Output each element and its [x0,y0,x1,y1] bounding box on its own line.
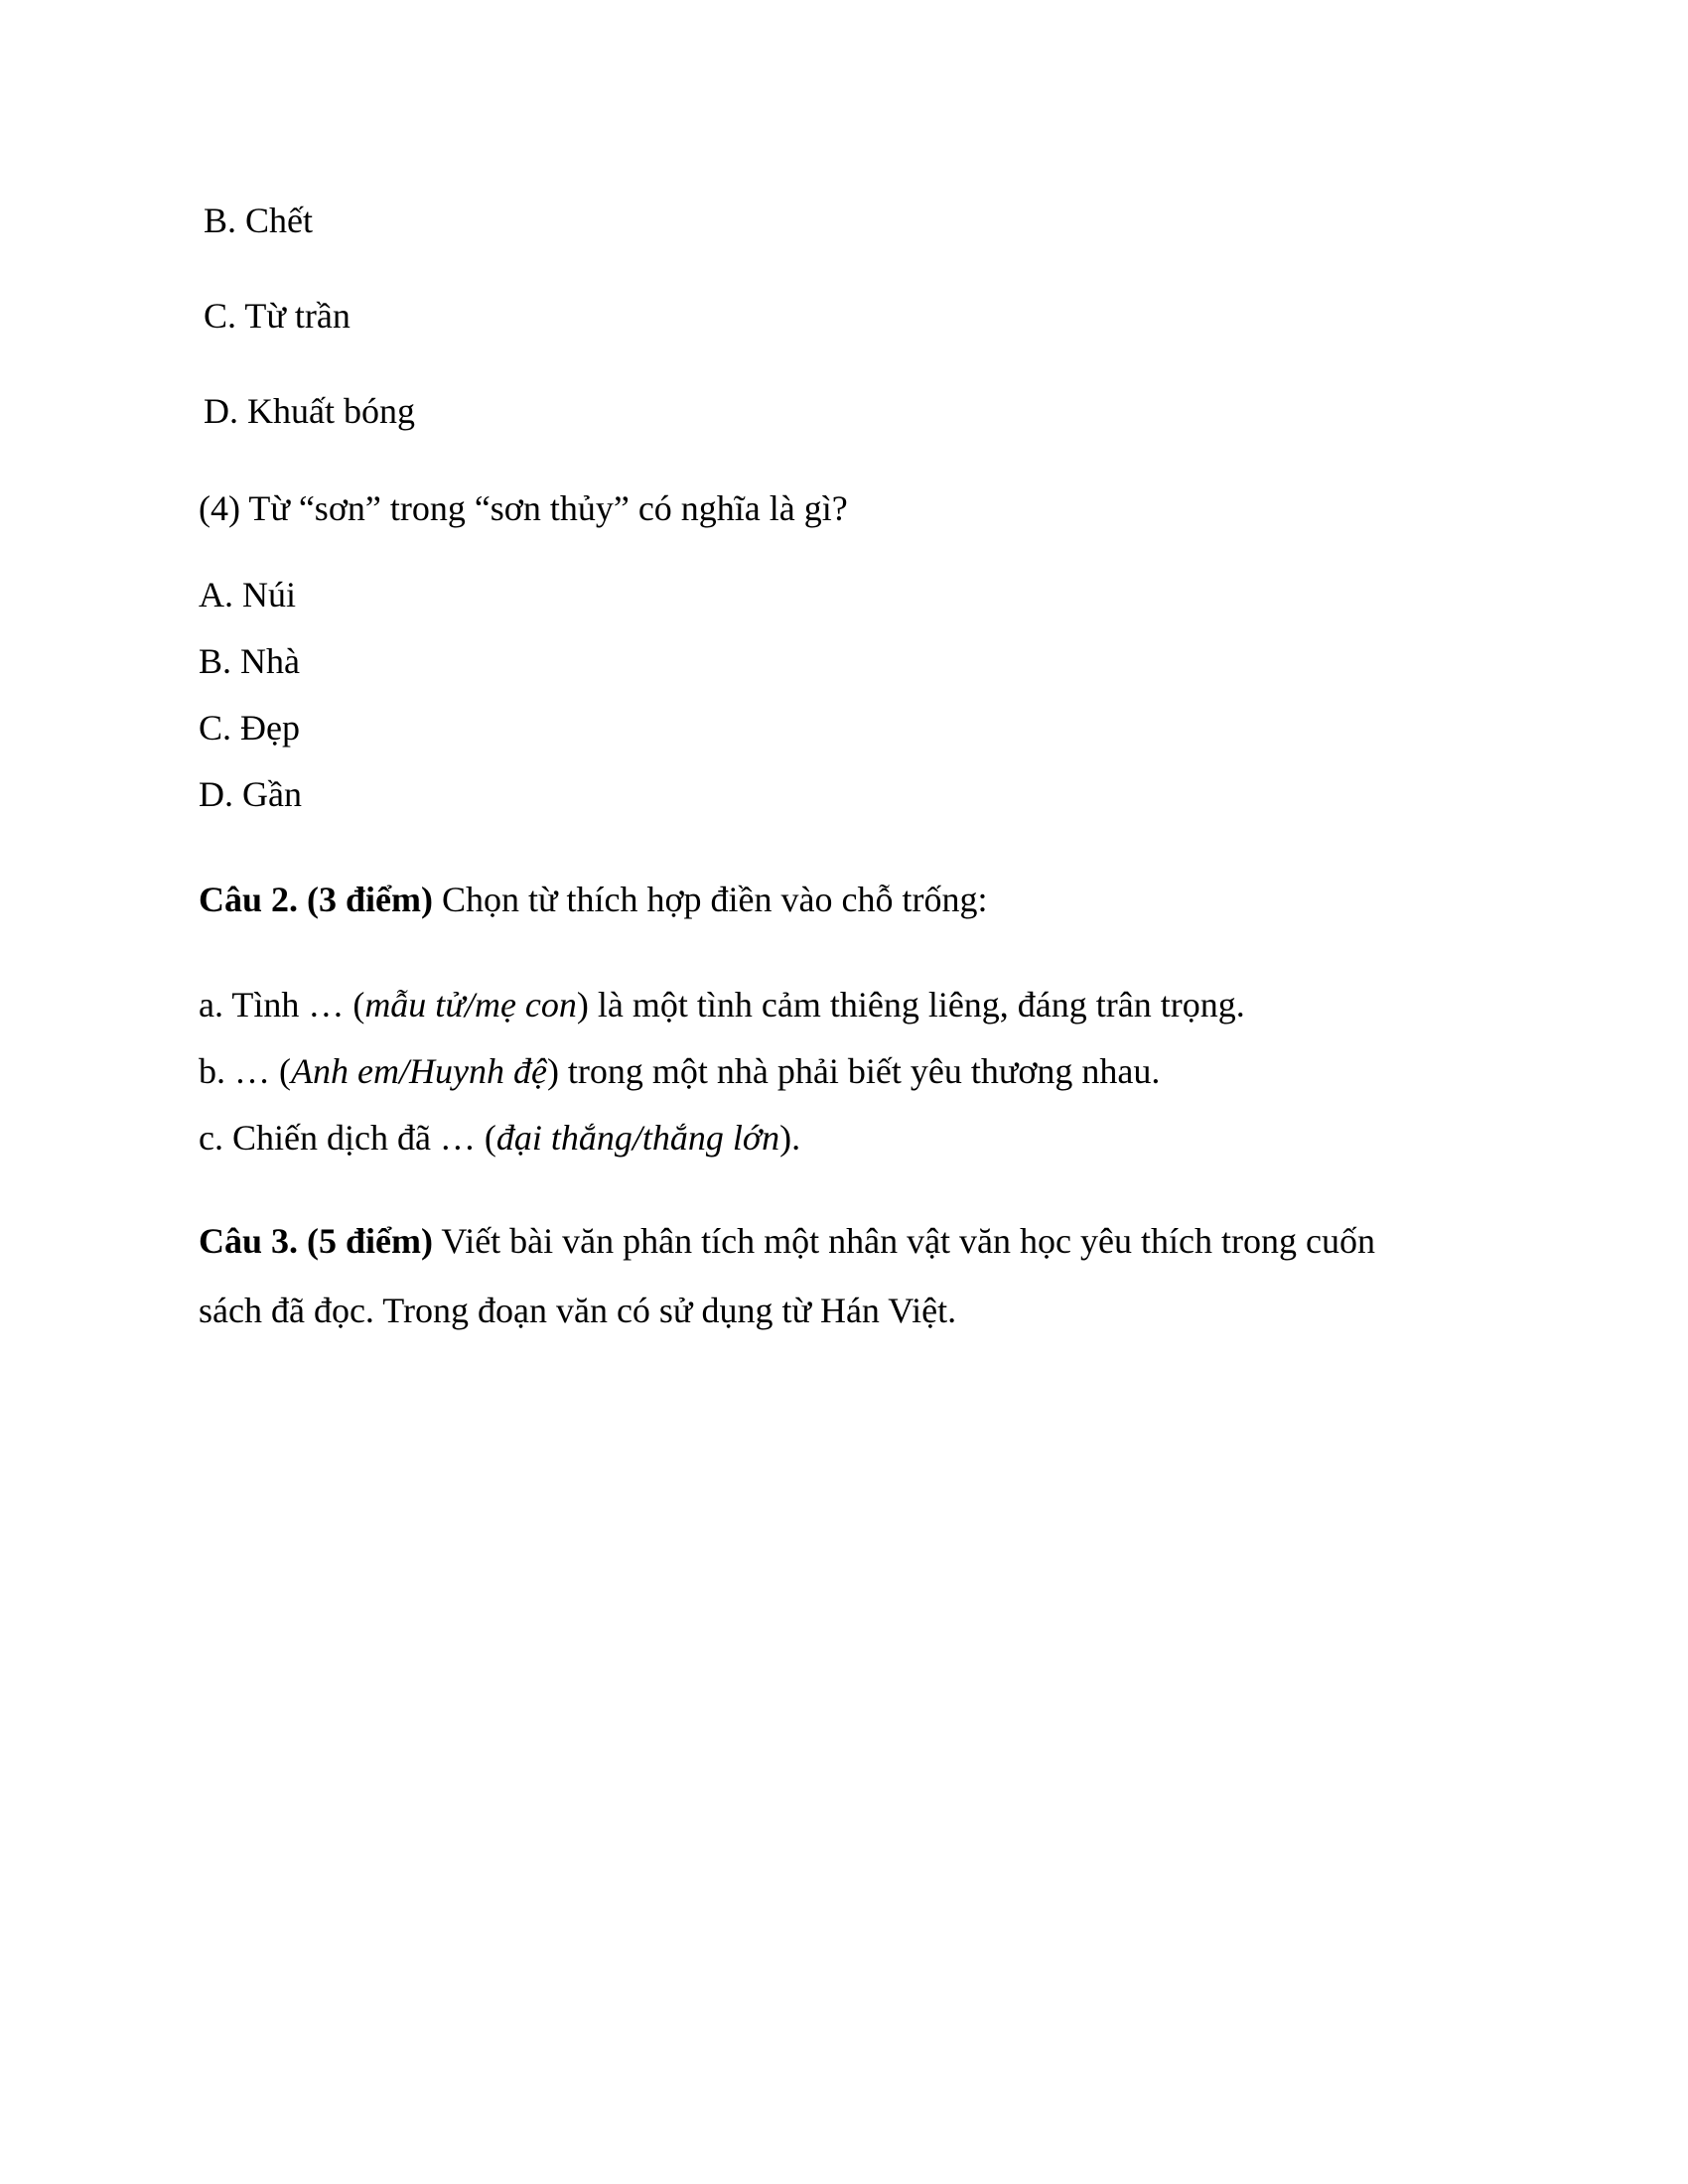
cau2-item-b-choice: Anh em/Huynh đệ [291,1051,547,1091]
q4-option-b: B. Nhà [199,641,300,681]
cau3-line-1 [199,1219,1375,1263]
cau2-item-c [199,1116,800,1160]
cau2-item-b [199,1049,1160,1093]
cau2-item-c-pre: c. Chiến dịch đã … ( [199,1118,496,1158]
question-4-stem: (4) Từ “sơn” trong “sơn thủy” có nghĩa là gì? [199,488,848,528]
cau2-item-c-post: ). [779,1118,801,1158]
q4-option-c: C. Đẹp [199,708,300,748]
cau2-item-a-post: ) là một tình cảm thiêng liêng, đáng trân trọng. [576,985,1245,1024]
cau2-item-c-choice: đại thắng/thắng lớn [495,1118,780,1158]
cau2-instruction: Chọn từ thích hợp điền vào chỗ trống: [442,880,988,919]
cau2-prompt [199,878,987,921]
cau3-heading: Câu 3. (5 điểm) [199,1221,433,1261]
cau3-text-2: sách đã đọc. Trong đoạn văn có sử dụng từ Hán Việt. [199,1291,957,1330]
cau2-item-a-choice: mẫu tử/mẹ con [364,985,577,1024]
q4-option-d: D. Gần [199,774,302,814]
option-b-chet: B. Chết [204,201,314,240]
option-c-tu-tran: C. Từ trần [204,296,351,336]
cau2-item-b-post: ) trong một nhà phải biết yêu thương nhau. [546,1051,1161,1091]
q4-option-a: A. Núi [199,575,296,614]
cau2-item-b-pre: b. … ( [199,1051,291,1091]
cau2-item-a [199,983,1245,1026]
cau2-item-a-pre: a. Tình … ( [199,985,365,1024]
cau3-text-1: Viết bài văn phân tích một nhân vật văn học yêu thích trong cuốn [441,1221,1375,1261]
cau3-line-2 [199,1289,956,1332]
option-d-khuat-bong: D. Khuất bóng [204,391,415,431]
cau2-heading: Câu 2. (3 điểm) [199,880,433,919]
